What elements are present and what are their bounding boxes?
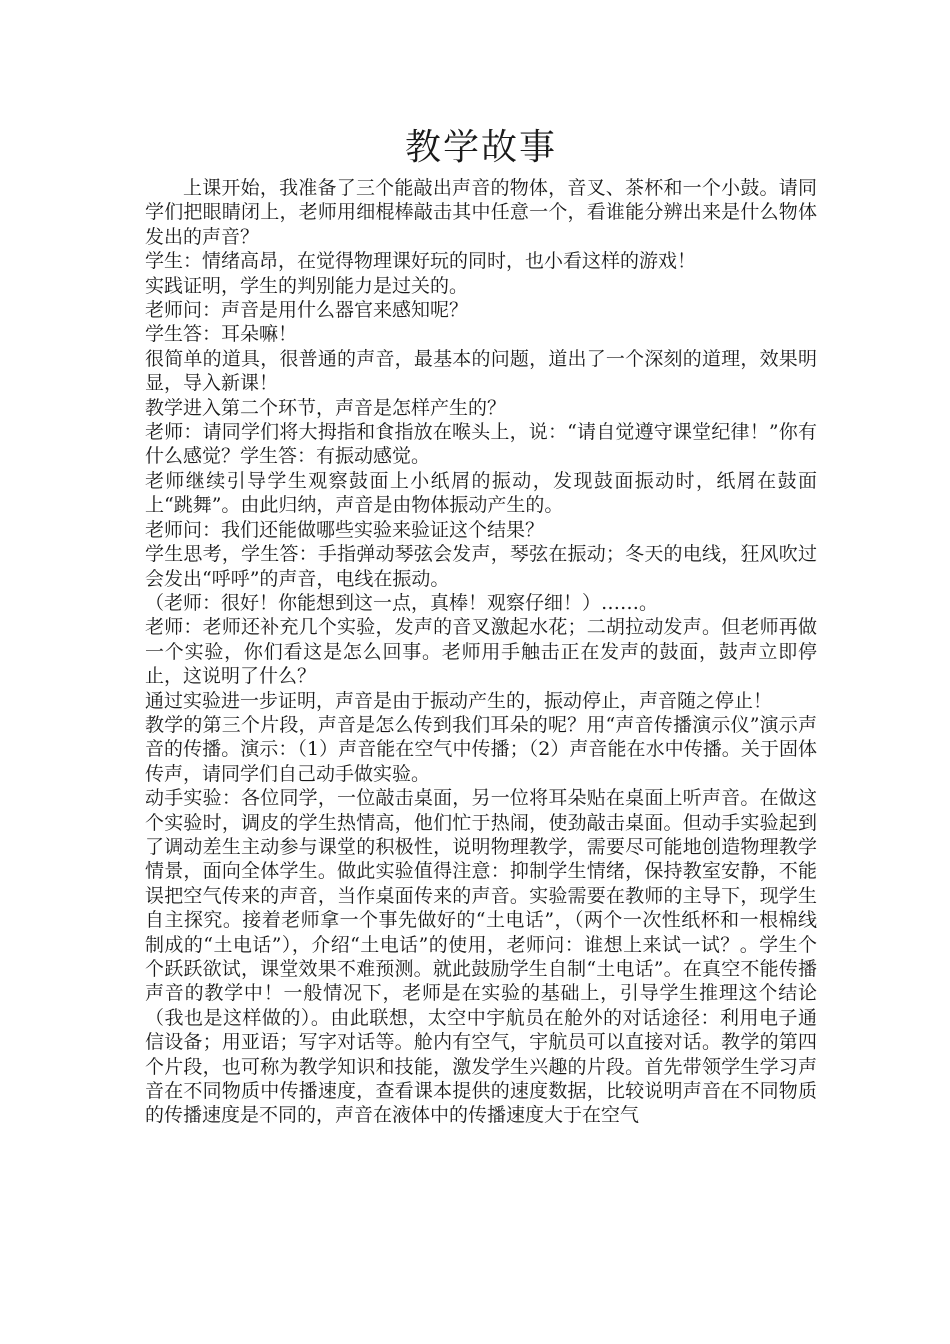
paragraph-second-section: 教学进入第二个环节，声音是怎样产生的？ (145, 396, 507, 419)
paragraph-intro: 上课开始，我准备了三个能敲出声音的物体，音叉、茶杯和一个小鼓。请同学们把眼睛闭上，老师用细棍棒敲击其中任意一个，看谁能分辨出来是什么物体发出的声音？ (145, 177, 817, 248)
paragraph-practice: 实践证明，学生的判别能力是过关的。 (145, 274, 469, 297)
paragraph-drum-observation: 老师继续引导学生观察鼓面上小纸屑的振动，发现鼓面振动时，纸屑在鼓面上“跳舞”。由此归纳，声音是由物体振动产生的。 (145, 469, 817, 517)
paragraph-extra-experiments: 老师：老师还补充几个实验，发声的音叉激起水花；二胡拉动发声。但老师再做一个实验，你们看这是怎么回事。老师用手触击正在发声的鼓面，鼓声立即停止，这说明了什么？ (145, 616, 817, 688)
paragraph-teacher-question: 老师问：声音是用什么器官来感知呢？ (145, 299, 469, 322)
paragraph-student-answer: 学生答：耳朵嘛！ (145, 323, 298, 346)
paragraph-proof: 通过实验进一步证明，声音是由于振动产生的，振动停止，声音随之停止！ (145, 689, 773, 712)
paragraph-throat-experiment: 老师：请同学们将大拇指和食指放在喉头上，说：“请自觉遵守课堂纪律！”你有什么感觉？学生答：有振动感觉。 (145, 421, 817, 468)
paragraph-hands-on: 动手实验：各位同学，一位敲击桌面，另一位将耳朵贴在桌面上听声音。在做这个实验时，调皮的学生热情高，他们忙于热闹，使劲敲击桌面。但动手实验起到了调动差生主动参与课堂的积极性，说明物理教学，需要尽可能地创造物理教学情景，面向全体学生。做此实验值得注意：抑制学生情绪，保持教室安静，不能误把空气传来的声音，当作桌面传来的声音。实验需要在教师的主导下，现学生自主探究。接着老师拿一个事先做好的“土电话”，（两个一次性纸杯和一根棉线制成的“土电话”），介绍“土电话”的使用，老师问：谁想上来试一试？。学生个个跃跃欲试，课堂效果不难预测。就此鼓励学生自制“土电话”。在真空不能传播声音的教学中！一般情况下，老师是在实验的基础上，引导学生推理这个结论（我也是这样做的）。由此联想，太空中宇航员在舱外的对话途径：利用电子通信设备；用亚语；写字对话等。舱内有空气，宇航员可以直接对话。教学的第四个片段，也可称为教学知识和技能，激发学生兴趣的片段。首先带领学生学习声音在不同物质中传播速度，查看课本提供的速度数据，比较说明声音在不同物质的传播速度是不同的，声音在液体中的传播速度大于在空气 (145, 787, 817, 1127)
document-page (145, 120, 817, 1128)
paragraph-student-thinking: 学生思考，学生答：手指弹动琴弦会发声，琴弦在振动；冬天的电线，狂风吹过会发出“呼呼”的声音，电线在振动。 (145, 543, 817, 590)
document-title: 教学故事 (404, 127, 557, 168)
paragraph-student-reaction: 学生：情绪高昂，在觉得物理课好玩的同时，也小看这样的游戏！ (145, 250, 697, 273)
paragraph-summary: 很简单的道具，很普通的声音，最基本的问题，道出了一个深刻的道理，效果明显，导入新课！ (145, 347, 817, 395)
paragraph-teacher-question-2: 老师问：我们还能做哪些实验来验证这个结果？ (145, 518, 545, 541)
paragraph-teacher-praise: （老师：很好！你能想到这一点，真棒！观察仔细！）……。 (145, 591, 659, 614)
paragraph-third-section: 教学的第三个片段，声音是怎么传到我们耳朵的呢？用“声音传播演示仪”演示声音的传播。演示：（1）声音能在空气中传播；（2）声音能在水中传播。关于固体传声，请同学们自己动手做实验。 (145, 713, 817, 785)
